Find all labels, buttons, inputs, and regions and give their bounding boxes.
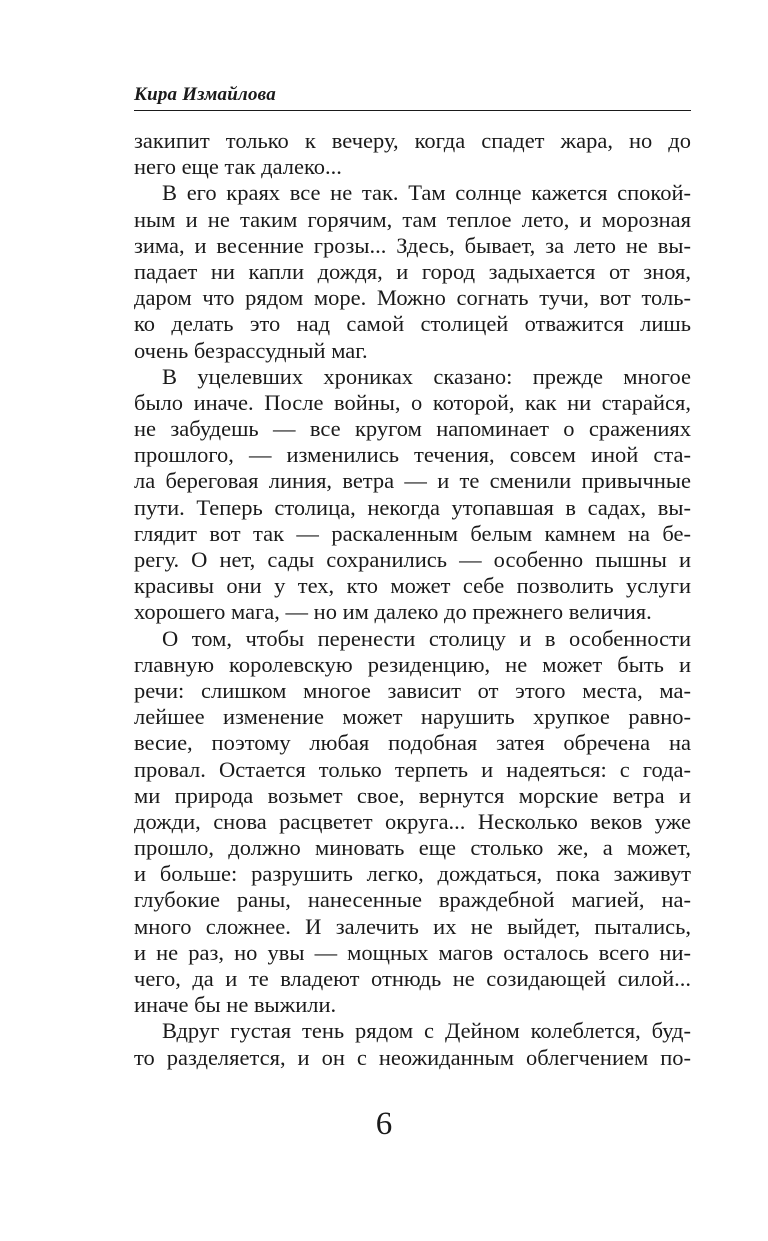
text-line: не забудешь — все кругом напоминает о сражениях: [134, 416, 691, 442]
author-name: Кира Измайлова: [134, 84, 276, 105]
text-line: ным и не таким горячим, там теплое лето, и морозная: [134, 206, 691, 232]
text-line: падает ни капли дождя, и город задыхается от зноя,: [134, 258, 691, 284]
running-header: [134, 84, 691, 111]
text-line: даром что рядом море. Можно согнать тучи, вот толь-: [134, 285, 691, 311]
text-line: речи: слишком многое зависит от этого места, ма-: [134, 677, 691, 703]
text-line: Вдруг густая тень рядом с Дейном колеблется, буд-: [162, 1018, 691, 1044]
text-line: ко делать это над самой столицей отважится лишь: [134, 311, 691, 337]
paragraph: [134, 626, 691, 1019]
text-line: пути. Теперь столица, некогда утопавшая в садах, вы-: [134, 494, 691, 520]
text-line: прошлого, — изменились течения, совсем иной ста-: [134, 442, 691, 468]
paragraph: [134, 1018, 691, 1070]
body-text: [134, 128, 691, 1071]
text-line: и не раз, но увы — мощных магов осталось всего ни-: [134, 939, 691, 965]
text-line: было иначе. После войны, о которой, как ни старайся,: [134, 389, 691, 415]
text-line: ми природа возьмет свое, вернутся морские ветра и: [134, 782, 691, 808]
text-line: главную королевскую резиденцию, не может быть и: [134, 651, 691, 677]
text-line: регу. О нет, сады сохранились — особенно пышны и: [134, 547, 691, 572]
text-line: В его краях все не так. Там солнце кажется спокой-: [162, 180, 691, 206]
text-line: него еще так далеко...: [134, 154, 342, 180]
paragraph: [134, 364, 691, 626]
text-line: глубокие раны, нанесенные враждебной магией, на-: [134, 887, 691, 913]
paragraph: [134, 128, 691, 180]
header-rule: [134, 110, 691, 111]
text-line: глядит вот так — раскаленным белым камнем на бе-: [134, 520, 691, 546]
text-line: лейшее изменение может нарушить хрупкое равно-: [134, 704, 691, 730]
text-line: красивы они у тех, кто может себе позволить услуги: [134, 573, 691, 599]
text-line: очень безрассудный маг.: [134, 337, 368, 363]
text-line: и больше: разрушить легко, дождаться, пока заживут: [134, 861, 691, 887]
text-line: то разделяется, и он с неожиданным облегчением по-: [134, 1044, 691, 1070]
text-line: В уцелевших хрониках сказано: прежде многое: [162, 363, 691, 389]
text-line: много сложнее. И залечить их не выйдет, пытались,: [134, 913, 691, 939]
paragraph: [134, 180, 691, 363]
text-line: провал. Остается только терпеть и надеяться: с года-: [134, 756, 691, 782]
text-line: прошло, должно миновать еще столько же, а может,: [134, 835, 691, 861]
text-line: иначе бы не выжили.: [134, 992, 337, 1018]
text-line: весие, поэтому любая подобная затея обречена на: [134, 730, 691, 756]
text-line: зима, и весенние грозы... Здесь, бывает, за лето не вы-: [134, 232, 691, 258]
page-number: 6: [375, 1106, 393, 1142]
text-line: закипит только к вечеру, когда спадет жара, но до: [134, 128, 691, 153]
text-line: хорошего мага, — но им далеко до прежнего величия.: [134, 599, 652, 625]
text-line: ла береговая линия, ветра — и те сменили привычные: [134, 468, 691, 494]
text-line: дожди, снова расцветет округа... Несколько веков уже: [134, 808, 691, 834]
text-line: О том, чтобы перенести столицу и в особенности: [162, 625, 691, 651]
text-line: чего, да и те владеют отнюдь не созидающей силой...: [134, 966, 691, 991]
